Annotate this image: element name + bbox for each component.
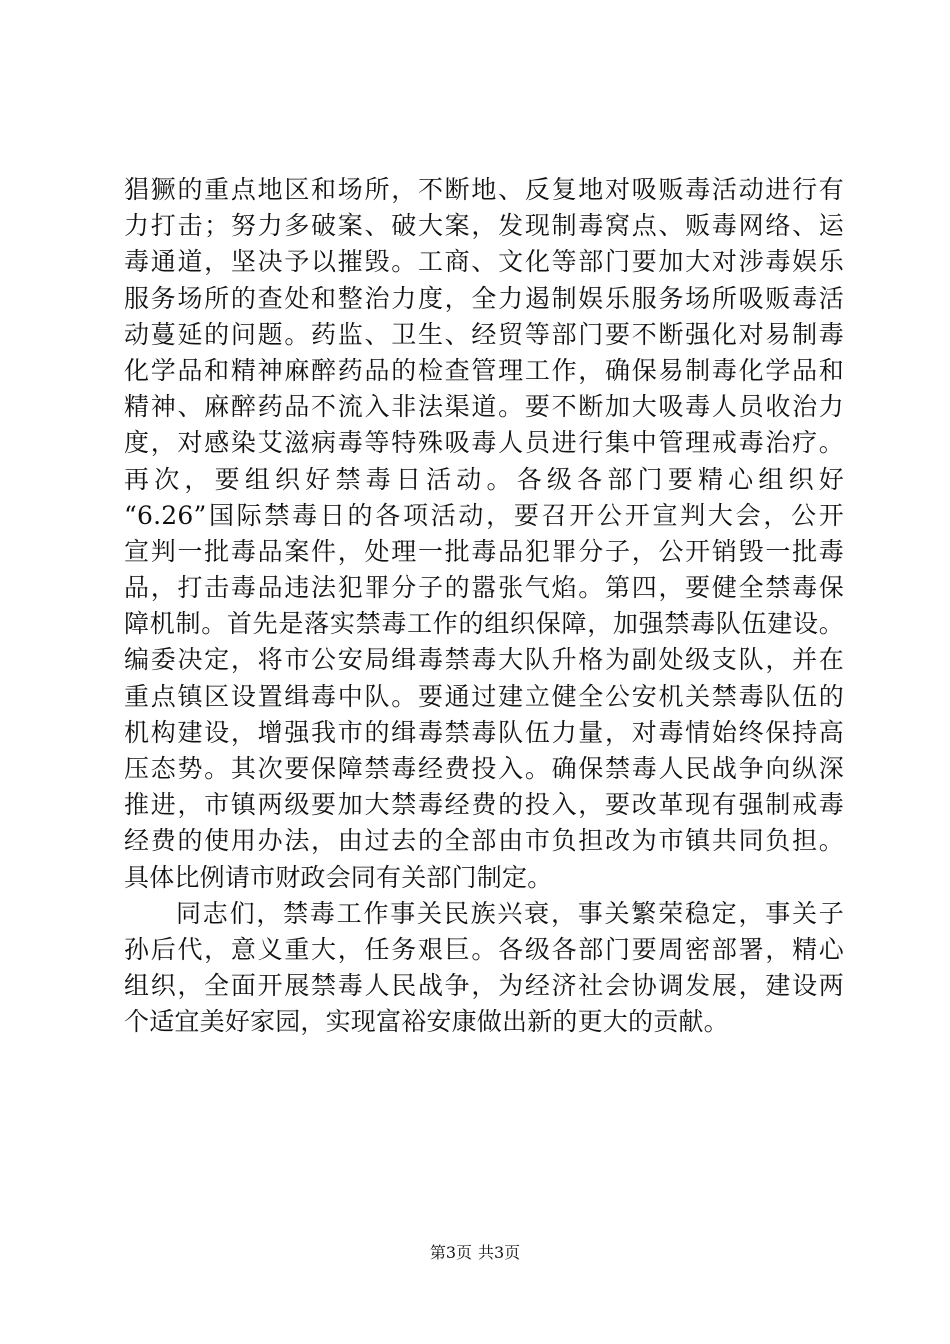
- text-line: 品，打击毒品违法犯罪分子的嚣张气焰。第四，要健全禁毒保: [124, 573, 844, 603]
- text-line: 同志们，禁毒工作事关民族兴衰，事关繁荣稳定，事关子: [176, 898, 844, 928]
- text-line: 机构建设，增强我市的缉毒禁毒队伍力量，对毒情始终保持高: [124, 717, 844, 747]
- text-line: 化学品和精神麻醉药品的检查管理工作，确保易制毒化学品和: [124, 355, 844, 385]
- text-line: 编委决定，将市公安局缉毒禁毒大队升格为副处级支队，并在: [124, 645, 844, 675]
- body-text: [124, 172, 844, 1041]
- text-line: 猖獗的重点地区和场所，不断地、反复地对吸贩毒活动进行有: [124, 175, 844, 204]
- text-line: 孙后代，意义重大，任务艰巨。各级各部门要周密部署，精心: [124, 934, 844, 964]
- text-line: 再次，要组织好禁毒日活动。各级各部门要精心组织好: [124, 464, 844, 494]
- page-number-total: 共3页: [478, 1243, 521, 1262]
- text-line: 宣判一批毒品案件，处理一批毒品犯罪分子，公开销毁一批毒: [124, 536, 844, 566]
- text-line: 组织，全面开展禁毒人民战争，为经济社会协调发展，建设两: [124, 971, 844, 1001]
- paragraph-1: [124, 172, 844, 896]
- text-line: “6.26”国际禁毒日的各项活动，要召开公开宣判大会，公开: [124, 500, 844, 530]
- text-line: 推进，市镇两级要加大禁毒经费的投入，要改革现有强制戒毒: [124, 790, 844, 820]
- text-line: 精神、麻醉药品不流入非法渠道。要不断加大吸毒人员收治力: [124, 392, 844, 422]
- page-footer: [0, 1243, 950, 1263]
- text-line: 毒通道，坚决予以摧毁。工商、文化等部门要加大对涉毒娱乐: [124, 247, 844, 277]
- text-line: 度，对感染艾滋病毒等特殊吸毒人员进行集中管理戒毒治疗。: [124, 428, 844, 458]
- text-line: 具体比例请市财政会同有关部门制定。: [124, 862, 553, 892]
- page-number-current: 第3页: [429, 1243, 472, 1262]
- text-line: 压态势。其次要保障禁毒经费投入。确保禁毒人民战争向纵深: [124, 754, 844, 783]
- text-line: 障机制。首先是落实禁毒工作的组织保障，加强禁毒队伍建设。: [124, 609, 844, 639]
- paragraph-2: [124, 896, 844, 1041]
- text-line: 服务场所的查处和整治力度，全力遏制娱乐服务场所吸贩毒活: [124, 283, 844, 313]
- text-line: 力打击；努力多破案、破大案，发现制毒窝点、贩毒网络、运: [124, 211, 844, 241]
- text-line: 动蔓延的问题。药监、卫生、经贸等部门要不断强化对易制毒: [124, 319, 844, 349]
- text-line: 个适宜美好家园，实现富裕安康做出新的更大的贡献。: [124, 1007, 729, 1037]
- text-line: 经费的使用办法，由过去的全部由市负担改为市镇共同负担。: [124, 826, 844, 856]
- text-line: 重点镇区设置缉毒中队。要通过建立健全公安机关禁毒队伍的: [124, 681, 844, 711]
